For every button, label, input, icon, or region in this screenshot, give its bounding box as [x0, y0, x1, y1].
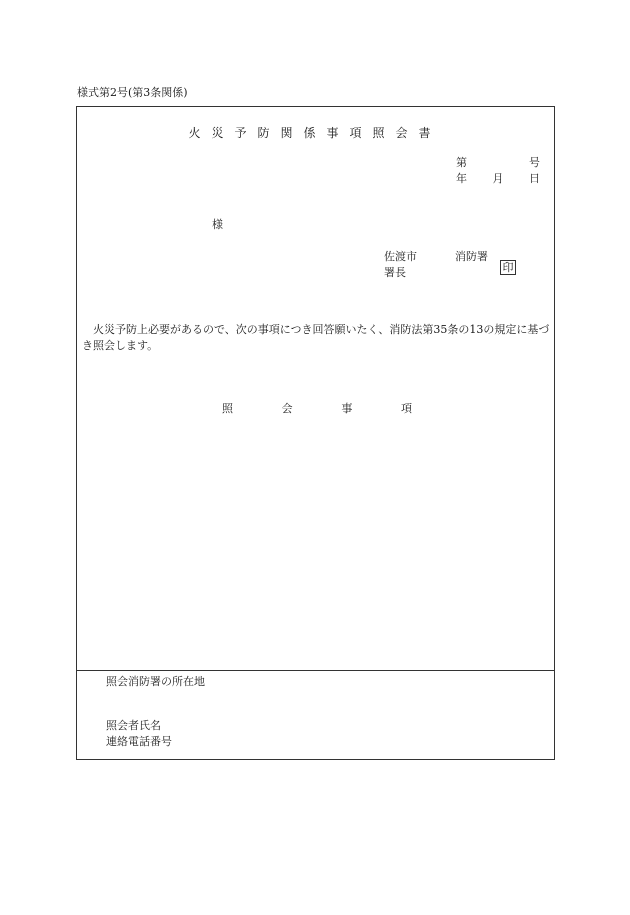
- form-frame: [76, 106, 555, 760]
- date-year: 年: [456, 172, 467, 185]
- items-heading-char-2: 会: [281, 402, 293, 415]
- contact-phone-label: 連絡電話番号: [106, 735, 172, 748]
- issuer-role: 署長: [384, 266, 406, 279]
- inquirer-name-label: 照会者氏名: [106, 719, 161, 732]
- issuer-station: 消防署: [455, 250, 488, 263]
- date-month: 月: [492, 172, 504, 185]
- station-location-label: 照会消防署の所在地: [106, 675, 205, 688]
- document-title: 火災予防関係事項照会書: [188, 126, 442, 140]
- seal-mark: 印: [500, 260, 516, 275]
- number-prefix: 第: [456, 156, 467, 169]
- inquiry-items-heading: [222, 400, 412, 416]
- date-line: [456, 170, 540, 186]
- items-heading-char-3: 事: [341, 402, 353, 415]
- items-heading-char-1: 照: [222, 402, 233, 415]
- addressee-suffix: 様: [212, 218, 223, 231]
- number-suffix: 号: [529, 156, 540, 169]
- request-body-text: 火災予防上必要があるので、次の事項につき回答願いたく、消防法第35条の13の規定に基づき照会します。: [82, 323, 550, 352]
- date-day: 日: [529, 172, 540, 185]
- issuer-city: 佐渡市: [384, 250, 417, 263]
- items-heading-char-4: 項: [400, 402, 412, 415]
- document-number-line: [456, 154, 540, 170]
- footer-divider: [76, 670, 555, 671]
- form-number-label: 様式第2号(第3条関係): [77, 86, 188, 99]
